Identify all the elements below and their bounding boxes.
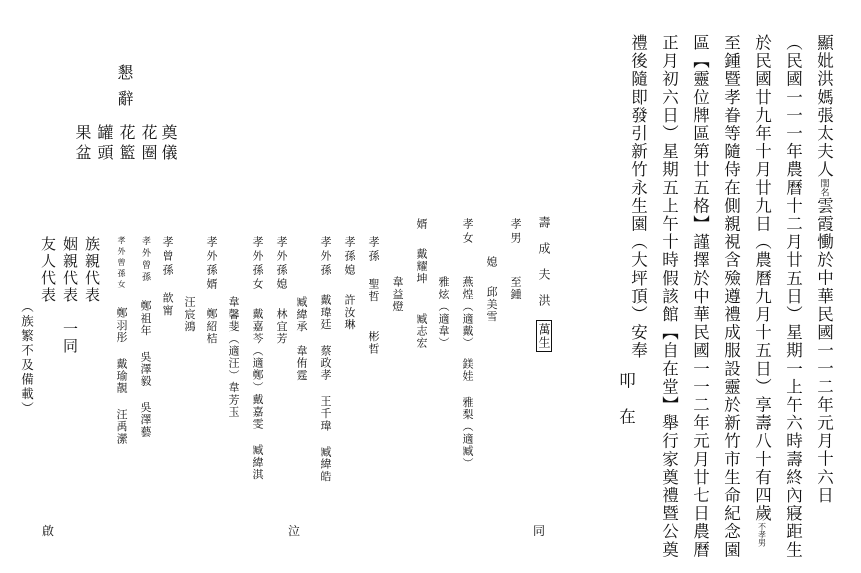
decline-title: 懇辭 (115, 64, 134, 116)
announcement-closing: 叩 在 (616, 372, 636, 427)
decline-item-4: 罐頭 (95, 124, 114, 164)
group-clan: 族親代表 (83, 236, 101, 304)
row-outer-granddaughters: 孝外孫女 戴嘉芩（適鄭）戴嘉雯 臧緯淇 (251, 236, 264, 481)
row-outer-grandson-in-law-2: 汪宸鴻 (183, 296, 196, 333)
announcement-line-4: 至鍾暨孝眷等隨侍在側親視含殮遵禮成服設靈於新竹市生命紀念園 (721, 34, 741, 559)
row-grandson-wives: 孝孫媳 許汝琳 (343, 236, 356, 331)
row-outer-grandsons-2: 臧緯承 韋侑霆 (295, 296, 308, 382)
row-outer-great-granddaughters: 孝外曾孫女 鄭羽彤 戴瑜靚 汪禹瀠 (115, 236, 128, 445)
row-outer-grandsons-in-law: 孝外孫婿 鄭紹桔 (205, 236, 218, 345)
row-sons-in-law: 婿 戴耀坤 臧志宏 (415, 218, 428, 350)
group-friends: 友人代表 (39, 236, 57, 304)
row-great-grandchildren: 孝曾孫 歆甯 (161, 236, 174, 317)
announcement-line-7: 禮後隨即發引新竹永生園（大坪頂）安奉 (628, 34, 648, 360)
row-sons: 孝男 至鍾 (509, 218, 522, 301)
announcement-line-6: 正月初六日）星期五上午十時假該館【自在堂】舉行家奠禮暨公奠 (659, 34, 679, 559)
row-daughter-in-law: 媳 邱美雪 (485, 256, 498, 323)
announcement-line-1: 顯妣洪媽張太夫人閨名雲霞慟於中華民國一一二年元月十六日 (814, 34, 834, 505)
decline-item-5: 果盆 (73, 124, 92, 164)
decline-item-1: 奠儀 (159, 124, 178, 164)
row-outer-granddaughters-2: 韋馨斐（適汪）韋芳玉 (227, 296, 240, 419)
row-outer-great-grandsons: 孝外曾孫 鄭祖年 吳澤毅 吳澤藝 (139, 236, 152, 438)
decline-item-3: 花籃 (117, 124, 136, 164)
row-outer-grandsons: 孝外孫 戴瑋廷 蔡政孝 王千瑋 臧緯皓 (319, 236, 332, 483)
decline-item-2: 花圈 (139, 124, 158, 164)
announcement-line-3: 於民國廿九年十月廿九日（農曆九月十五日）享壽八十有四歲不孝男 (752, 34, 772, 547)
row-daughters: 孝女 燕煌（適戴） 鎂娃 雅梨（適臧） (461, 218, 474, 470)
row-outer-grandson-wives: 孝外孫媳 林宜芳 (275, 236, 288, 345)
group-inlaws: 姻親代表 一同 (61, 236, 79, 355)
groups-note: （族繁不及備載） (19, 300, 35, 416)
row-daughter-married: 雅炫（適韋） (437, 276, 450, 350)
row-son-in-law-2: 韋益燈 (391, 276, 404, 313)
row-grandsons: 孝孫 聖哲 彬哲 (367, 236, 380, 355)
footer-tong: 同 (533, 524, 546, 538)
announcement-line-5: 區【靈位牌區第廿五格】謹擇於中華民國一一二年元月廿七日農曆 (690, 34, 710, 559)
husband-line: 壽成夫洪萬生 (536, 216, 552, 352)
footer-qi-start: 啟 (42, 524, 55, 538)
footer-qi: 泣 (288, 524, 301, 538)
announcement-line-2: （民國一一一年農曆十二月廿五日）星期一上午六時壽終內寢距生 (783, 34, 803, 559)
